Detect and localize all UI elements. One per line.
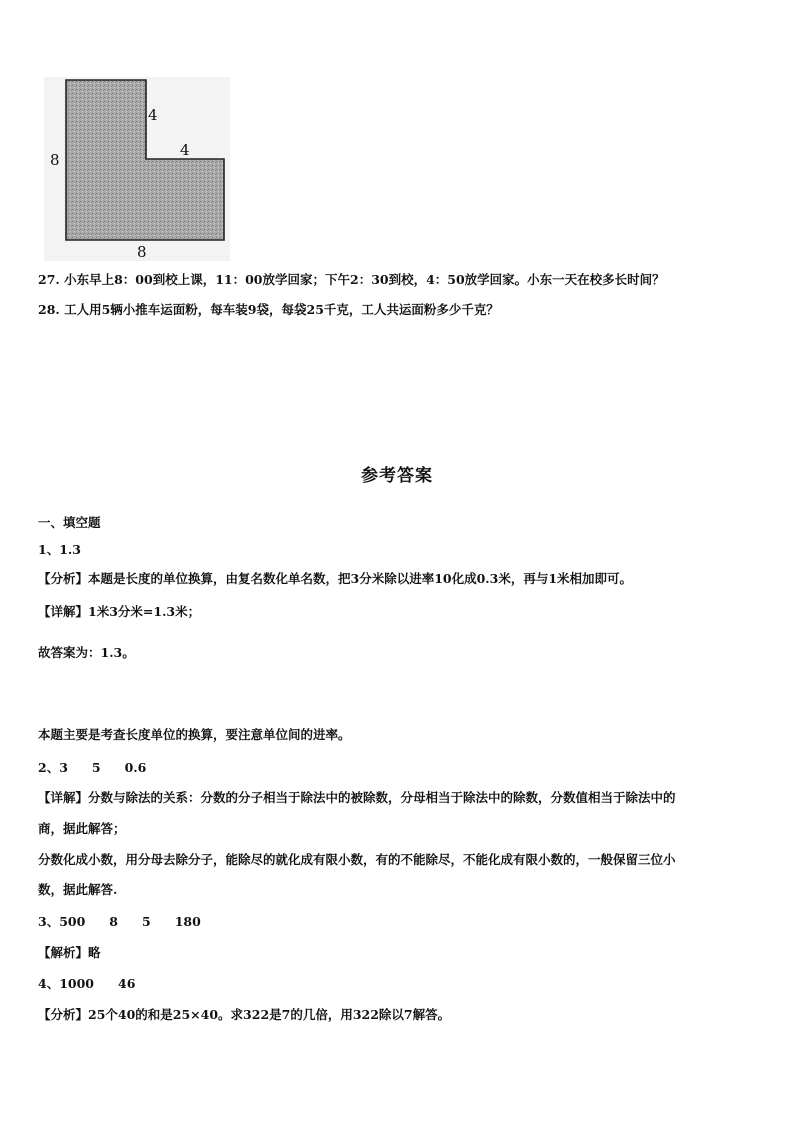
answer-4-analysis: 【分析】25个40的和是25×40。求322是7的几倍，用322除以7解答。 xyxy=(38,1007,451,1022)
answer-2-head xyxy=(38,759,146,777)
l-shape xyxy=(66,80,224,240)
question-text: 工人用5辆小推车运面粉，每车装9袋，每袋25千克，工人共运面粉多少千克？ xyxy=(64,302,499,317)
question-28 xyxy=(38,301,499,319)
answer-4-head xyxy=(38,975,135,993)
section-heading: 一、填空题 xyxy=(38,515,101,530)
l-shape-figure xyxy=(44,77,230,261)
answer-1-conclusion: 故答案为：1.3。 xyxy=(38,645,135,660)
answer-value: 46 xyxy=(118,976,136,991)
answer-value: 180 xyxy=(174,914,201,929)
answer-value: 5 xyxy=(91,760,101,775)
question-number: 28. xyxy=(38,302,60,317)
question-27 xyxy=(38,271,665,289)
label-bottom: 8 xyxy=(137,243,147,261)
answer-value: 8 xyxy=(109,914,118,929)
answer-value: 3、500 xyxy=(38,914,86,929)
answer-3-head xyxy=(38,913,201,931)
answer-value: 0.6 xyxy=(124,760,147,775)
answer-2-detail-line-4: 数，据此解答. xyxy=(38,882,118,897)
answer-2-detail-line-3: 分数化成小数，用分母去除分子，能除尽的就化成有限小数，有的不能除尽，不能化成有限小数的，一般保留三位小 xyxy=(38,852,676,867)
label-left: 8 xyxy=(50,151,60,169)
answer-value: 2、3 xyxy=(38,760,68,775)
answer-value: 5 xyxy=(142,914,151,929)
answer-2-detail-line-1: 【详解】分数与除法的关系：分数的分子相当于除法中的被除数，分母相当于除法中的除数，分数值相当于除法中的 xyxy=(38,790,676,805)
answer-3-analysis: 【解析】略 xyxy=(38,945,101,960)
question-text: 小东早上8：00到校上课，11：00放学回家；下午2：30到校，4：50放学回家。小东一天在校多长时间？ xyxy=(64,272,665,287)
answer-1-detail: 【详解】1米3分米=1.3米； xyxy=(38,604,201,619)
label-inner-horizontal: 4 xyxy=(180,141,190,159)
answer-2-detail-line-2: 商，据此解答； xyxy=(38,821,126,836)
label-inner-vertical: 4 xyxy=(148,106,158,124)
answer-1-head: 1、1.3 xyxy=(38,542,81,557)
answer-1-note: 本题主要是考查长度单位的换算，要注意单位间的进率。 xyxy=(38,727,351,742)
question-number: 27. xyxy=(38,272,60,287)
answer-1-analysis: 【分析】本题是长度的单位换算，由复名数化单名数，把3分米除以进率10化成0.3米，再与1米相加即可。 xyxy=(38,571,633,586)
answer-title: 参考答案 xyxy=(361,466,433,486)
answer-value: 4、1000 xyxy=(38,976,94,991)
